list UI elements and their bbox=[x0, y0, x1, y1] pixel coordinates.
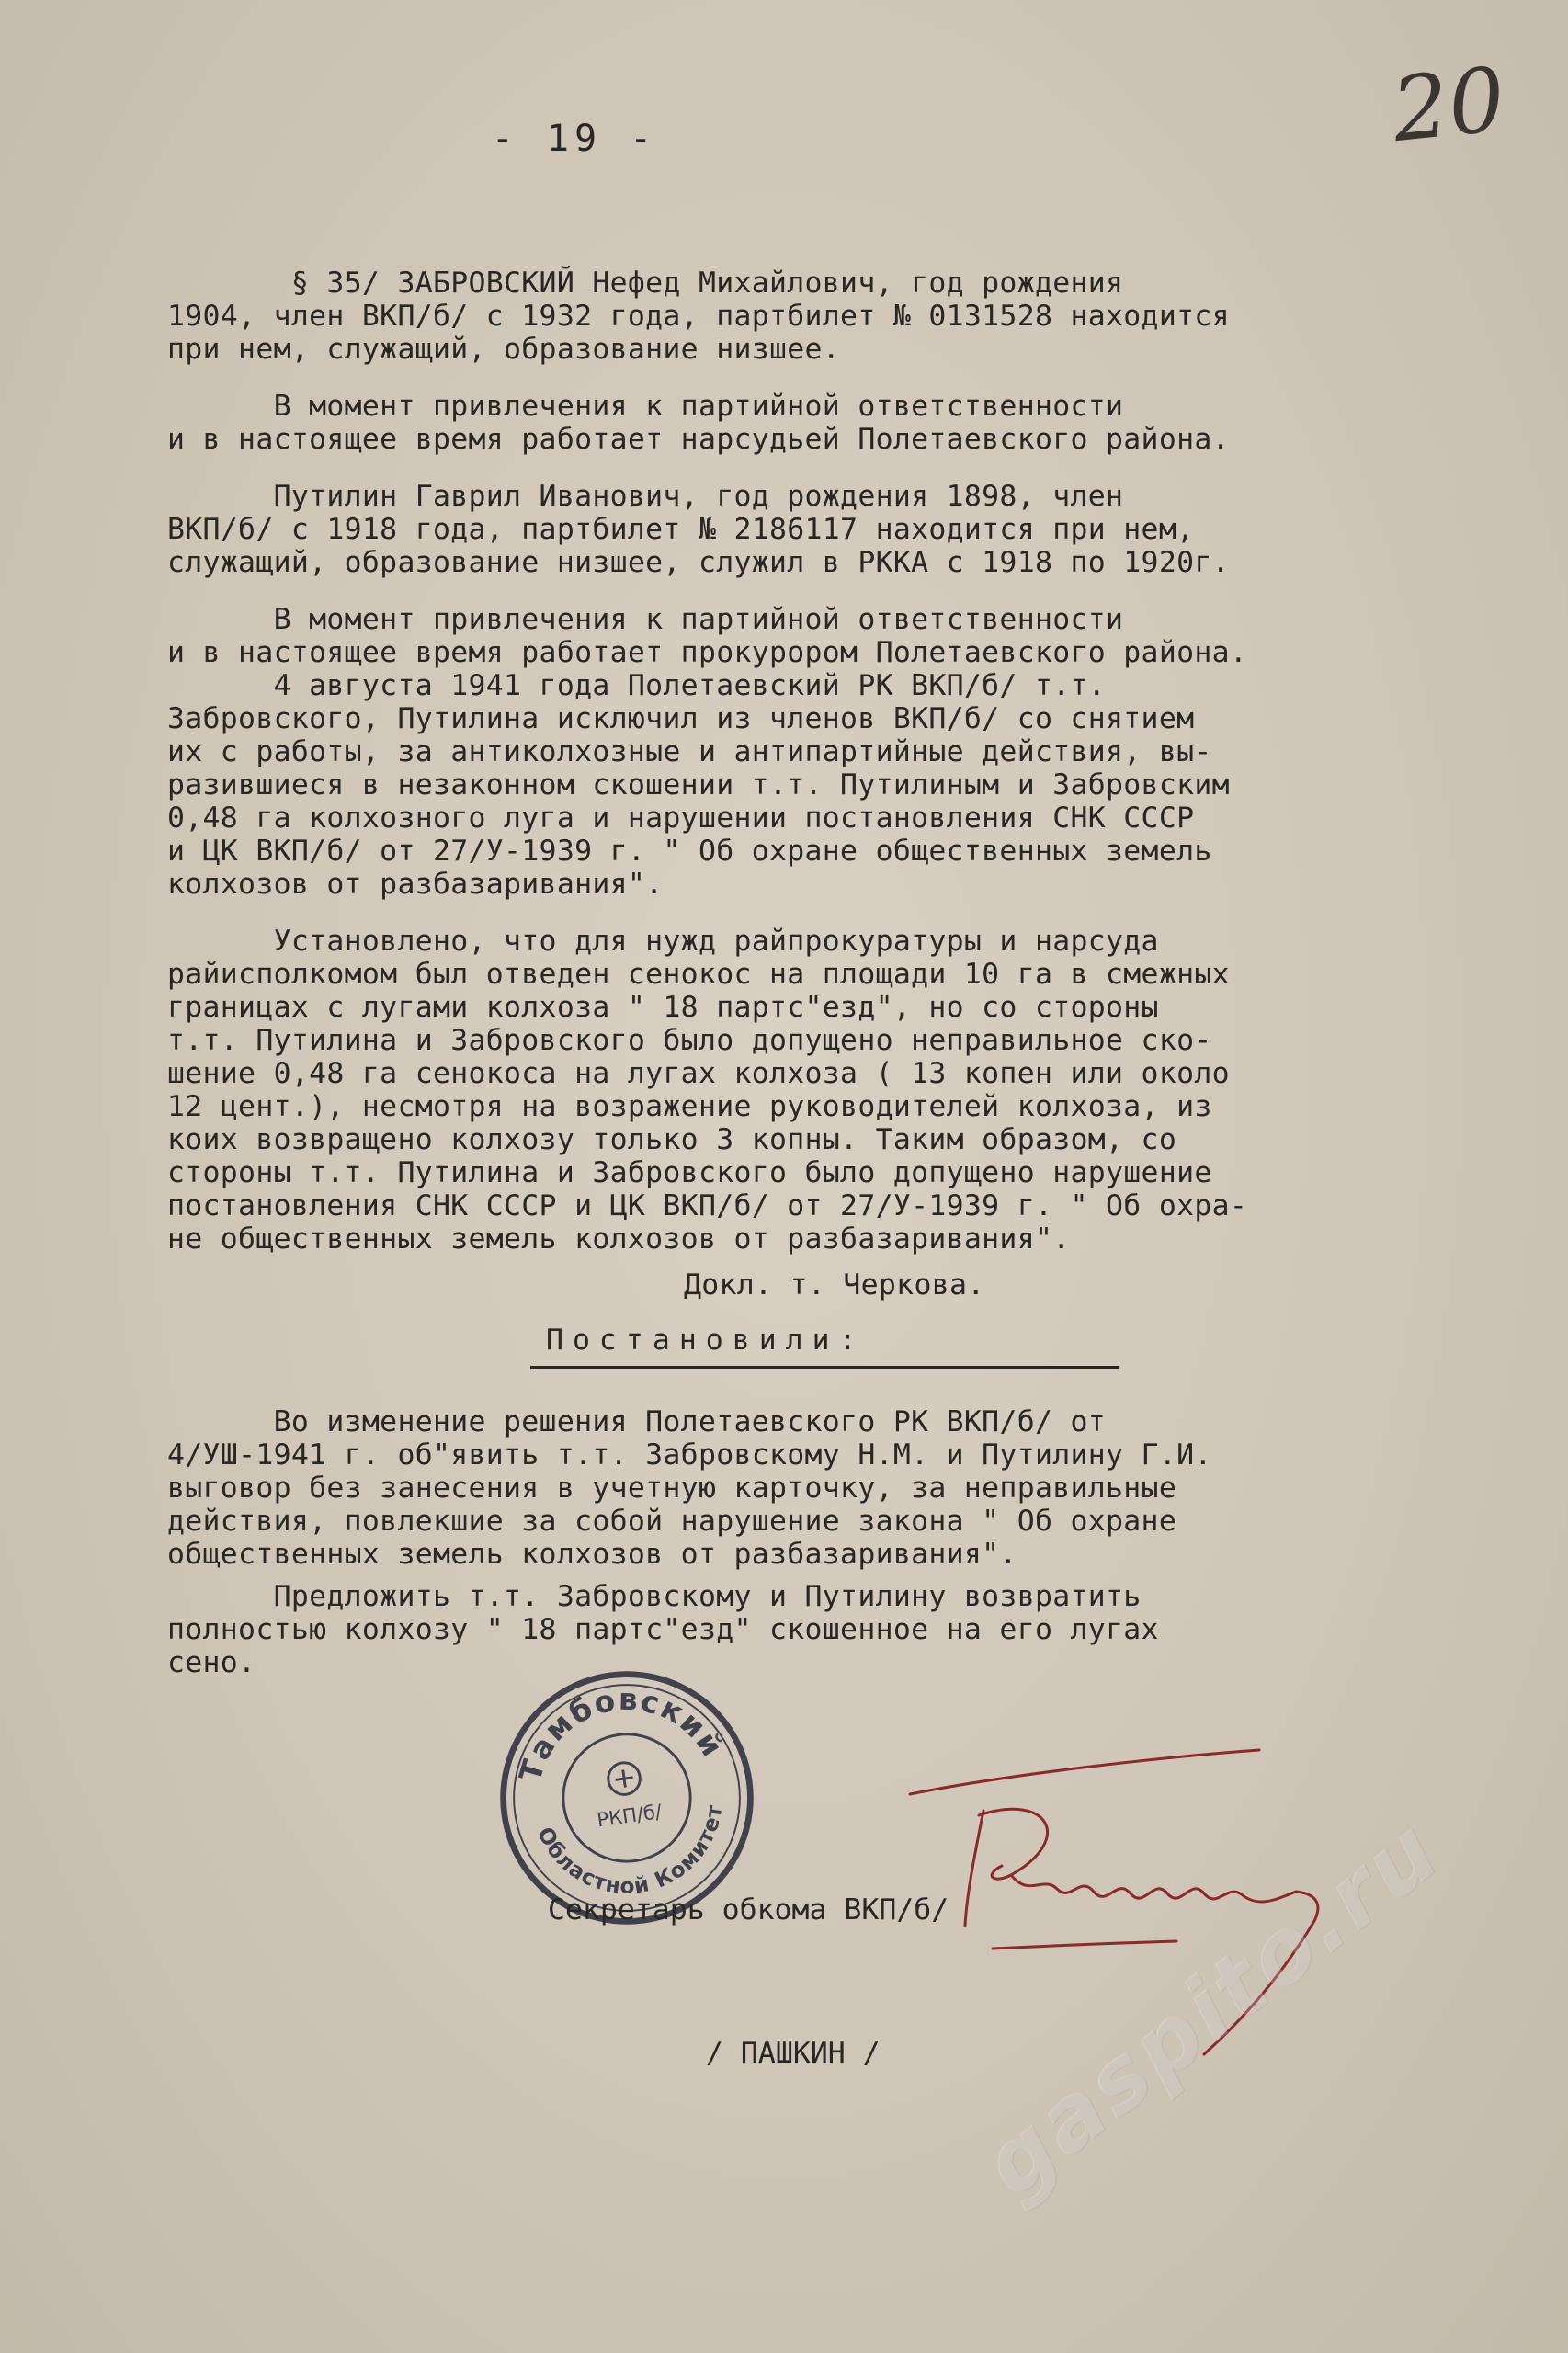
paragraph-proposal bbox=[167, 1580, 1528, 1679]
text-line: шение 0,48 га сенокоса на лугах колхоза ( 13 копен или около bbox=[167, 1057, 1230, 1090]
text-line: 12 цент.), несмотря на возражение руководителей колхоза, из bbox=[167, 1090, 1212, 1123]
text-line: сено. bbox=[167, 1646, 256, 1679]
text-line: при нем, служащий, образование низшее. bbox=[167, 333, 841, 366]
site-watermark: gaspito.ru bbox=[963, 1798, 1460, 2217]
text-line: Забровского, Путилина исключил из членов ВКП/б/ со снятием bbox=[167, 702, 1195, 735]
text-line: служащий, образование низшее, служил в РККА с 1918 по 1920г. bbox=[167, 546, 1230, 579]
text-line: 4 августа 1941 года Полетаевский РК ВКП/б/ т.т. bbox=[167, 669, 1107, 702]
text-line: действия, повлекшие за собой нарушение закона " Об охране bbox=[167, 1505, 1177, 1538]
text-line: границах с лугами колхоза " 18 партс"езд", но со стороны bbox=[167, 991, 1159, 1024]
text-line: разившиеся в незаконном скошении т.т. Путилиным и Забровским bbox=[167, 768, 1230, 801]
text-line: райисполкомом был отведен сенокос на площади 10 га в смежных bbox=[167, 958, 1230, 991]
text-line: и в настоящее время работает нарсудьей Полетаевского района. bbox=[167, 423, 1230, 456]
text-line: Предложить т.т. Забровскому и Путилину возвратить bbox=[167, 1580, 1142, 1613]
seal-bottom-text: Областной Комитет bbox=[532, 1802, 728, 1899]
paragraph-putilin-bio bbox=[167, 480, 1528, 579]
text-line: Во изменение решения Полетаевского РК ВКП/б/ от bbox=[167, 1405, 1107, 1438]
paragraph-resolution bbox=[167, 1405, 1528, 1571]
text-line: т.т. Путилина и Забровского было допущено неправильное ско- bbox=[167, 1024, 1212, 1057]
text-line: Установлено, что для нужд райпрокуратуры и нарсуда bbox=[167, 925, 1159, 958]
document-body bbox=[167, 267, 1528, 1679]
text-line: Путилин Гаврил Иванович, год рождения 1898, член bbox=[167, 480, 1124, 513]
resolution-heading-block bbox=[167, 1324, 1528, 1369]
text-line: выговор без занесения в учетную карточку, за неправильные bbox=[167, 1472, 1177, 1505]
text-line: коих возвращено колхозу только 3 копны. Таким образом, со bbox=[167, 1123, 1177, 1156]
text-line: и в настоящее время работает прокурором Полетаевского района. bbox=[167, 636, 1248, 669]
text-line: 4/УШ-1941 г. об"явить т.т. Забровскому Н.М. и Путилину Г.И. bbox=[167, 1438, 1212, 1472]
paragraph-zabrovsky-position bbox=[167, 390, 1528, 456]
text-line: ВКП/б/ с 1918 года, партбилет № 2186117 находится при нем, bbox=[167, 513, 1195, 546]
text-line: В момент привлечения к партийной ответственности bbox=[167, 603, 1124, 636]
signer-title: Секретарь обкома ВКП/б/ bbox=[548, 1893, 949, 1927]
text-line: колхозов от разбазаривания". bbox=[167, 868, 664, 901]
text-line: постановления СНК СССР и ЦК ВКП/б/ от 27/У-1939 г. " Об охра- bbox=[167, 1189, 1248, 1222]
archive-sheet-number: 20 bbox=[1387, 47, 1510, 163]
reporter-line: Докл. т. Черкова. bbox=[684, 1268, 985, 1302]
text-line: и ЦК ВКП/б/ от 27/У-1939 г. " Об охране общественных земель bbox=[167, 835, 1212, 868]
text-line: общественных земель колхозов от разбазаривания". bbox=[167, 1538, 1017, 1571]
text-line: 1904, член ВКП/б/ с 1932 года, партбилет № 0131528 находится bbox=[167, 300, 1230, 333]
text-line: не общественных земель колхозов от разбазаривания". bbox=[167, 1222, 1071, 1256]
text-line: их с работы, за антиколхозные и антипартийные действия, вы- bbox=[167, 735, 1212, 768]
resolution-heading: Постановили: bbox=[546, 1324, 866, 1357]
text-line: полностью колхозу " 18 партс"езд" скошенное на его лугах bbox=[167, 1613, 1159, 1646]
seal-center-text: РКП/б/ bbox=[595, 1799, 664, 1832]
text-line: В момент привлечения к партийной ответственности bbox=[167, 390, 1124, 423]
paragraph-findings bbox=[167, 925, 1528, 1256]
seal-top-text: Тамбовский bbox=[512, 1681, 731, 1786]
text-line: стороны т.т. Путилина и Забровского было допущено нарушение bbox=[167, 1156, 1212, 1189]
paragraph-zabrovsky-bio bbox=[167, 267, 1528, 366]
paragraph-putilin-position bbox=[167, 603, 1528, 669]
text-line: 0,48 га колхозного луга и нарушении постановления СНК СССР bbox=[167, 801, 1195, 835]
signer-name: / ПАШКИН / bbox=[706, 2037, 881, 2070]
paragraph-expulsion bbox=[167, 669, 1528, 901]
text-line: § 35/ ЗАБРОВСКИЙ Нефед Михайлович, год рождения bbox=[167, 267, 1124, 300]
page-number: - 19 - bbox=[491, 118, 658, 160]
